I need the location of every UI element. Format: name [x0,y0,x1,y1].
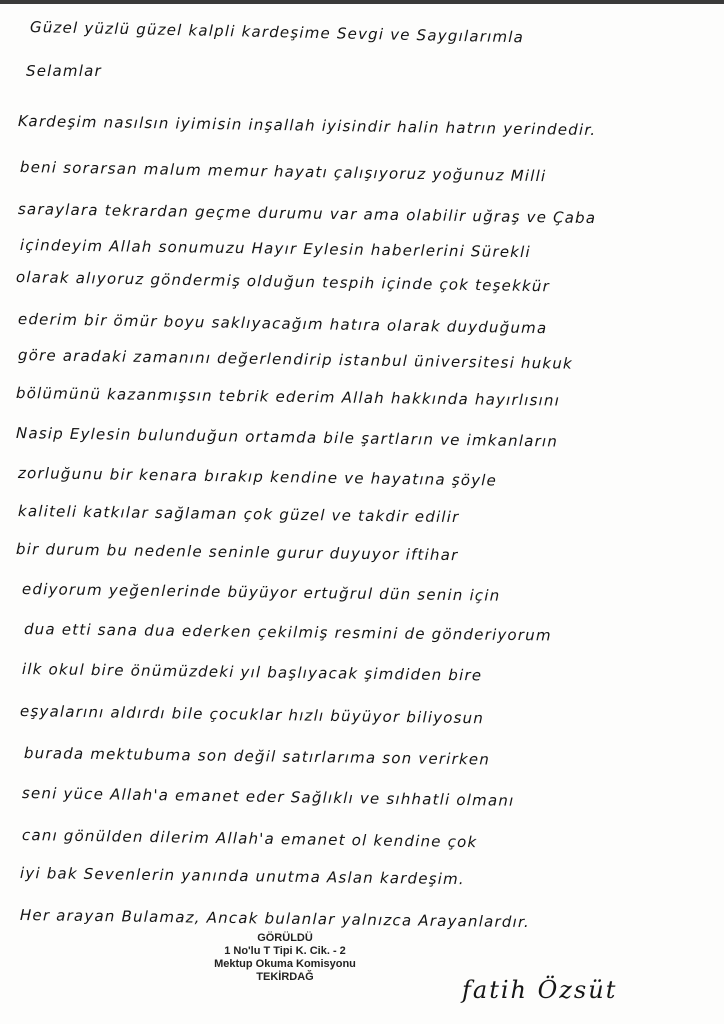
letter-line-7: olarak alıyoruz göndermiş olduğun tespih içinde çok teşekkür [15,268,551,296]
letter-line-15: ediyorum yeğenlerinde büyüyor ertuğrul dün senin için [21,580,501,605]
signature: fatih Özsüt [462,976,618,1004]
letter-line-10: bölümünü kazanmışsın tebrik ederim Allah hakkında hayırlısını [15,384,561,410]
letter-line-3: Kardeşim nasılsın iyimisin inşallah iyisindir halin hatrın yerindedir. [17,112,597,140]
letter-line-6: içindeyim Allah sonumuzu Hayır Eylesin haberlerini Sürekli [19,236,531,262]
letter-line-21: canı gönülden dilerim Allah'a emanet ol kendine çok [21,826,478,852]
letter-line-8: ederim bir ömür boyu saklıyacağım hatıra olarak duyduğuma [17,310,548,338]
stamp-line-2: 1 No'lu T Tipi K. Cik. - 2 [224,945,346,957]
letter-line-19: burada mektubuma son değil satırlarıma son verirken [23,744,491,769]
letter-line-2: Selamlar [26,62,102,80]
letter-line-4: beni sorarsan malum memur hayatı çalışıyoruz yoğunuz Milli [19,158,547,186]
letter-line-9: göre aradaki zamanını değerlendirip istanbul üniversitesi hukuk [17,346,574,373]
letter-line-12: zorluğunu bir kenara bırakıp kendine ve hayatına şöyle [17,464,498,490]
letter-line-11: Nasip Eylesin bulunduğun ortamda bile şartların ve imkanların [15,424,559,451]
letter-line-22: iyi bak Sevenlerin yanında unutma Aslan kardeşim. [19,864,465,889]
stamp-line-1: GÖRÜLDÜ [257,932,313,944]
letter-line-16: dua etti sana dua ederken çekilmiş resmini de gönderiyorum [23,620,552,645]
letter-line-14: bir durum bu nedenle seninle gurur duyuyor iftihar [15,540,459,565]
stamp-line-3: Mektup Okuma Komisyonu [214,958,356,970]
letter-line-5: saraylara tekrardan geçme durumu var ama olabilir uğraş ve Çaba [17,200,597,228]
stamp-line-4: TEKİRDAĞ [256,971,314,983]
review-stamp [190,932,380,984]
letter-line-20: seni yüce Allah'a emanet eder Sağlıklı ve sıhhatli olmanı [21,784,515,810]
letter-line-1: Güzel yüzlü güzel kalpli kardeşime Sevgi ve Saygılarımla [29,18,525,47]
letter-line-23: Her arayan Bulamaz, Ancak bulanlar yalnızca Arayanlardır. [19,906,530,932]
letter-line-13: kaliteli katkılar sağlaman çok güzel ve takdir edilir [17,502,460,527]
letter-line-17: ilk okul bire önümüzdeki yıl başlıyacak şimdiden bire [21,660,483,685]
scan-edge [0,0,724,4]
letter-line-18: eşyalarını aldırdı bile çocuklar hızlı büyüyor biliyosun [19,702,485,728]
